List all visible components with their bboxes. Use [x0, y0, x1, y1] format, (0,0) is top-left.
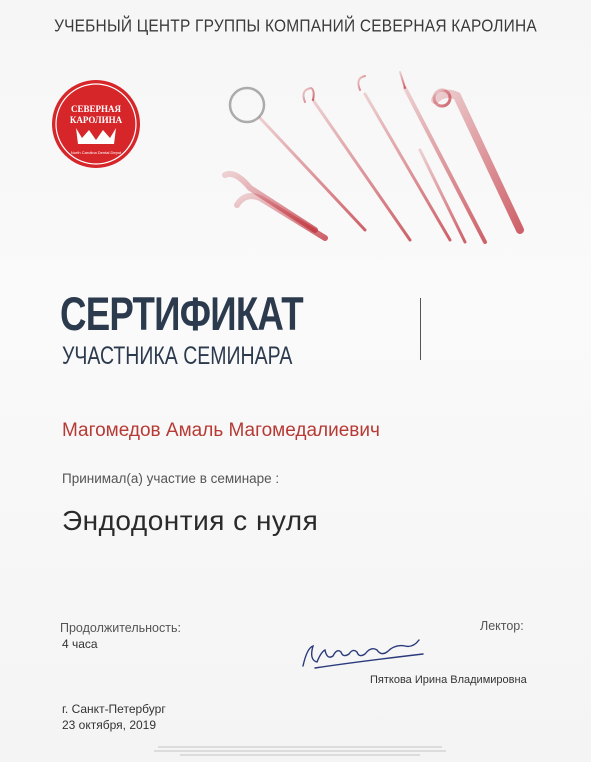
participant-name: Магомедов Амаль Магомедалиевич [62, 420, 380, 441]
seminar-title: Эндодонтия с нуля [62, 505, 319, 536]
lecturer-name: Пяткова Ирина Владимировна [370, 674, 527, 686]
dental-instruments-illustration [165, 60, 535, 250]
divider-line [420, 298, 421, 360]
logo-line2: КАРОЛИНА [69, 115, 123, 125]
company-logo [52, 80, 140, 168]
header-title: УЧЕБНЫЙ ЦЕНТР ГРУППЫ КОМПАНИЙ СЕВЕРНАЯ КАРОЛИНА [54, 16, 537, 37]
certificate-title: СЕРТИФИКАТ [60, 287, 303, 340]
city-label: г. Санкт-Петербург [62, 702, 166, 716]
instruments-icon [225, 72, 520, 242]
lecturer-label: Лектор: [480, 619, 524, 633]
logo-tagline: North Carolina Dental Depot [70, 150, 122, 155]
duration-label: Продолжительность: [60, 621, 181, 635]
certificate-subtitle: УЧАСТНИКА СЕМИНАРА [62, 342, 293, 370]
logo-line1: СЕВЕРНАЯ [70, 104, 122, 114]
participation-label: Принимал(а) участие в семинаре : [62, 471, 280, 486]
footer-fine-print [150, 744, 450, 758]
duration-value: 4 часа [62, 637, 98, 651]
date-label: 23 октября, 2019 [62, 718, 157, 732]
crown-logo-icon [52, 80, 140, 168]
signature-icon [295, 626, 435, 676]
